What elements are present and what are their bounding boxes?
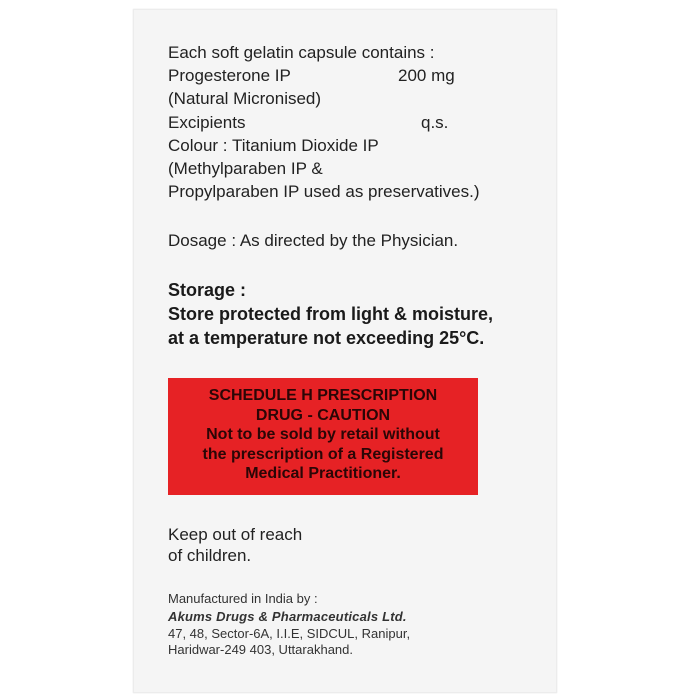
dosage-line: Dosage : As directed by the Physician. [168,231,459,250]
warning-line-3: Not to be sold by retail without [206,426,440,443]
excipients-label: Excipients [168,113,246,132]
colour-line: Colour : Titanium Dioxide IP [168,136,379,155]
keep-away-line-2: of children. [168,546,252,565]
micronised-note: (Natural Micronised) [168,89,322,108]
manufacturer-address-2: Haridwar-249 403, Uttarakhand. [168,642,353,657]
storage-line-2: at a temperature not exceeding 25°C. [168,328,485,348]
manufacturer-address-1: 47, 48, Sector-6A, I.I.E, SIDCUL, Ranipur, [168,626,411,641]
composition-heading: Each soft gelatin capsule contains : [168,43,435,62]
excipients-value: q.s. [421,113,449,132]
manufacturer-intro: Manufactured in India by : [168,591,318,606]
progesterone-value: 200 mg [398,66,455,85]
manufacturer-name: Akums Drugs & Pharmaceuticals Ltd. [168,609,407,624]
progesterone-label: Progesterone IP [168,66,291,85]
warning-line-5: Medical Practitioner. [245,465,401,482]
warning-line-4: the prescription of a Registered [202,445,444,463]
keep-away-line-1: Keep out of reach [168,525,303,544]
storage-heading: Storage : [168,280,247,300]
preservatives-line-2: Propylparaben IP used as preservatives.) [168,182,480,201]
warning-line-2: DRUG - CAUTION [255,406,391,424]
schedule-h-warning-box [168,378,478,495]
preservatives-line-1: (Methylparaben IP & [168,159,323,178]
warning-line-1: SCHEDULE H PRESCRIPTION [208,387,438,404]
storage-line-1: Store protected from light & moisture, [168,304,494,324]
